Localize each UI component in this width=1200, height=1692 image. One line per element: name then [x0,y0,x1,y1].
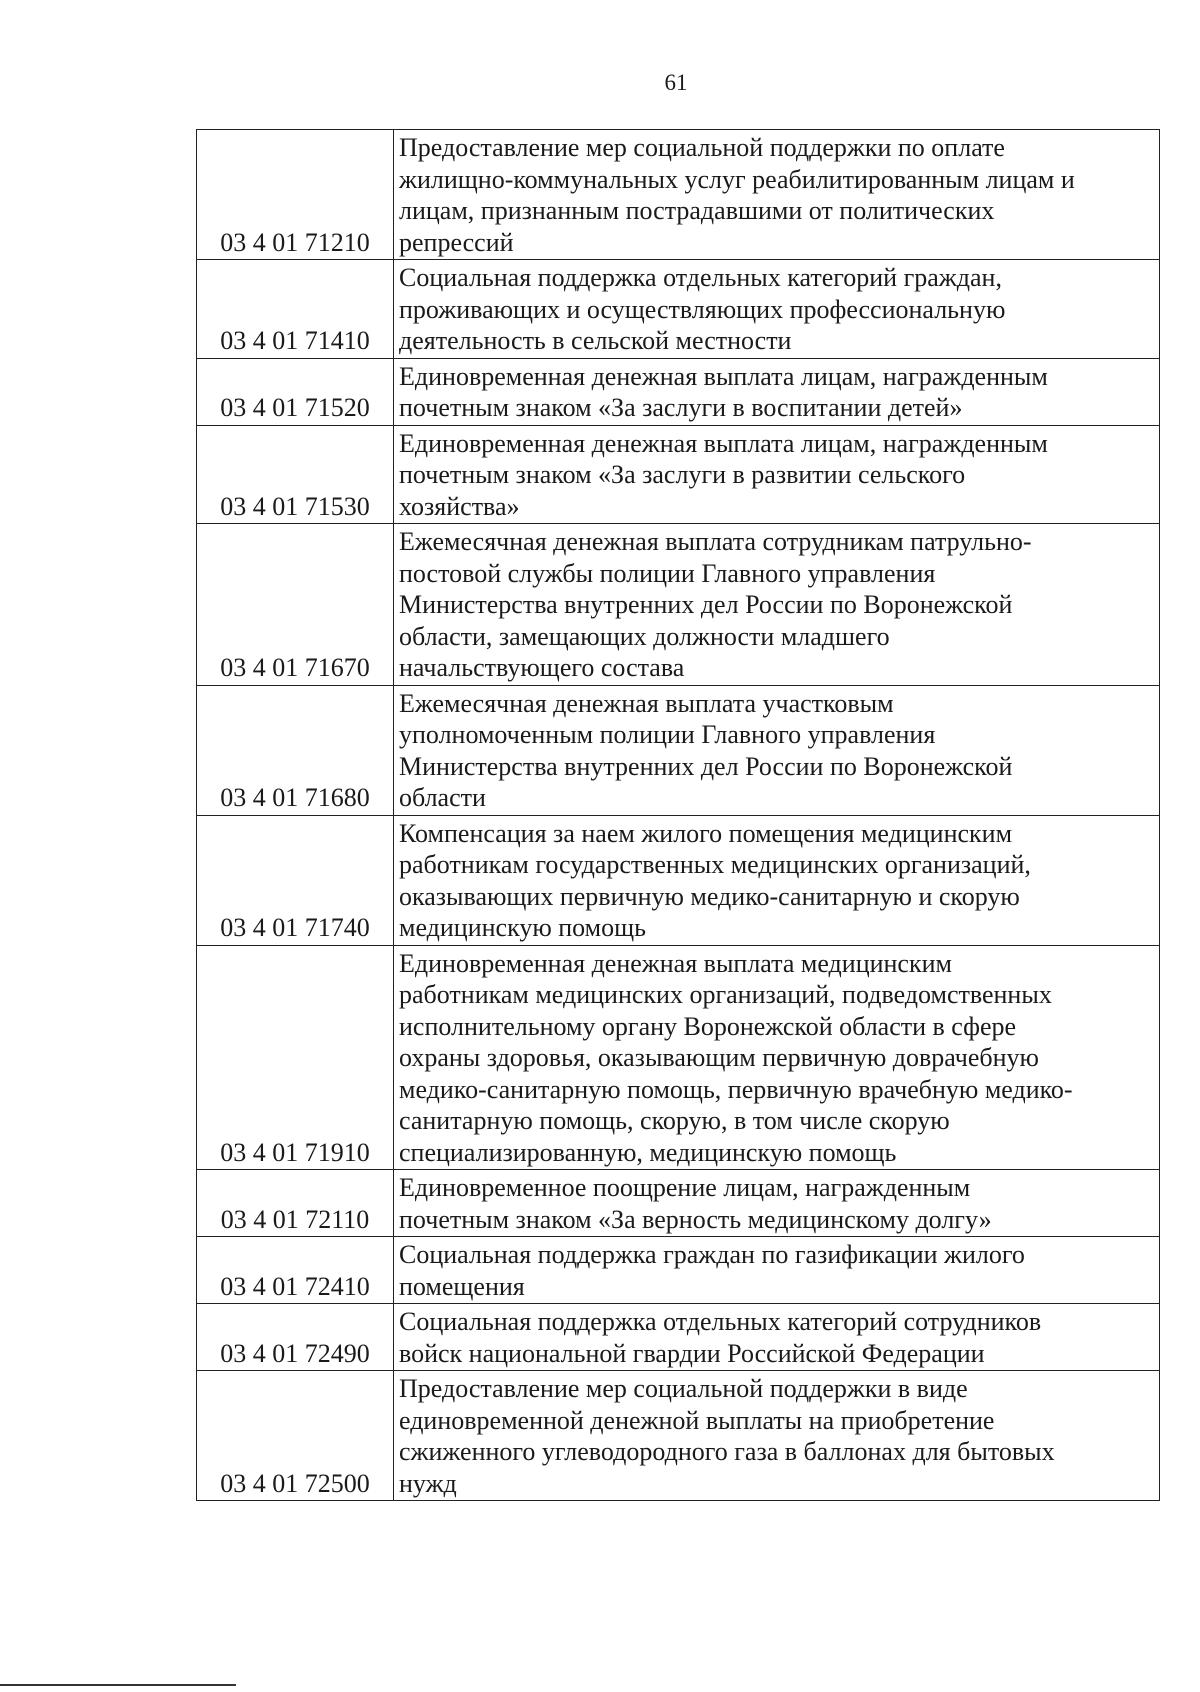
budget-classification-table [196,129,1160,1501]
table-row [197,685,1160,815]
classification-code: 03 4 01 71670 [197,524,394,686]
description-line: жилищно-коммунальных услуг реабилитированным лицам и [399,164,1075,194]
expense-description [394,1237,1160,1304]
description-line: области [399,783,486,812]
classification-code: 03 4 01 71530 [197,425,394,524]
description-line: оказывающих первичную медико-санитарную и скорую [399,881,1020,911]
description-line: почетным знаком «За заслуги в воспитании детей» [399,393,963,422]
table-row [197,1237,1160,1304]
description-line: специализированную, медицинскую помощь [399,1137,897,1167]
table-row [197,1371,1160,1501]
description-line: деятельность в сельской местности [399,326,792,355]
description-line: уполномоченным полиции Главного управления [399,720,936,749]
description-line: исполнительному органу Воронежской области в сфере [399,1011,1017,1041]
description-line: работникам медицинских организаций, подведомственных [399,980,1052,1009]
description-line: Ежемесячная денежная выплата сотрудникам патрульно- [399,527,1032,556]
description-line: медико-санитарную помощь, первичную врачебную медико- [399,1074,1073,1104]
description-line: репрессий [399,227,514,257]
description-line: сжиженного углеводородного газа в баллонах для бытовых [399,1437,1055,1466]
classification-code: 03 4 01 71410 [197,260,394,359]
description-line: начальствующего состава [399,653,685,682]
description-line: Предоставление мер социальной поддержки в виде [399,1374,968,1403]
description-line: Единовременная денежная выплата медицинским [399,948,952,978]
expense-description [394,685,1160,815]
expense-description [394,815,1160,945]
footnote-separator-line [0,1684,236,1686]
expense-description [394,1304,1160,1371]
description-line: проживающих и осуществляющих профессиональную [399,294,1006,324]
description-line: охраны здоровья, оказывающим первичную доврачебную [399,1043,1039,1072]
description-line: помещения [399,1271,525,1301]
description-line: хозяйства» [399,491,520,521]
description-line: работникам государственных медицинских организаций, [399,850,1031,879]
table-row [197,425,1160,524]
classification-code: 03 4 01 71740 [197,815,394,945]
expense-description [394,130,1160,260]
description-line: Ежемесячная денежная выплата участковым [399,688,894,718]
description-line: войск национальной гвардии Российской Федерации [399,1338,985,1368]
classification-code: 03 4 01 71680 [197,685,394,815]
table-row [197,1170,1160,1237]
description-line: Министерства внутренних дел России по Воронежской [399,590,1013,619]
description-line: области, замещающих должности младшего [399,621,890,651]
description-line: медицинскую помощь [399,913,647,942]
description-line: почетным знаком «За верность медицинскому долгу» [399,1204,992,1234]
description-line: Социальная поддержка отдельных категорий сотрудников [399,1307,1042,1336]
description-line: Социальная поддержка граждан по газификации жилого [399,1240,1025,1269]
classification-code: 03 4 01 72110 [197,1170,394,1237]
expense-description [394,945,1160,1170]
classification-code: 03 4 01 71210 [197,130,394,260]
description-line: Единовременная денежная выплата лицам, награжденным [399,428,1048,458]
classification-code: 03 4 01 72410 [197,1237,394,1304]
expense-description [394,524,1160,686]
description-line: единовременной денежной выплаты на приобретение [399,1405,995,1435]
table-row [197,815,1160,945]
table-row [197,260,1160,359]
description-line: Министерства внутренних дел России по Воронежской [399,751,1013,781]
classification-code: 03 4 01 72500 [197,1371,394,1501]
classification-code: 03 4 01 72490 [197,1304,394,1371]
description-line: Единовременная денежная выплата лицам, награжденным [399,361,1048,391]
table-row [197,358,1160,425]
expense-description [394,1371,1160,1501]
page-number: 61 [664,70,688,95]
classification-code: 03 4 01 71910 [197,945,394,1170]
table-row [197,1304,1160,1371]
description-line: почетным знаком «За заслуги в развитии сельского [399,460,966,489]
description-line: лицам, признанным пострадавшими от политических [399,196,995,225]
description-line: Социальная поддержка отдельных категорий граждан, [399,263,1002,292]
expense-description [394,260,1160,359]
table-body [197,130,1160,1501]
description-line: нужд [399,1468,457,1498]
description-line: Компенсация за наем жилого помещения медицинским [399,818,1013,848]
description-line: постовой службы полиции Главного управления [399,558,936,588]
table-row [197,945,1160,1170]
expense-description [394,425,1160,524]
table-row [197,130,1160,260]
description-line: санитарную помощь, скорую, в том числе скорую [399,1106,950,1135]
description-line: Предоставление мер социальной поддержки по оплате [399,133,1005,162]
expense-description [394,358,1160,425]
classification-code: 03 4 01 71520 [197,358,394,425]
description-line: Единовременное поощрение лицам, награжденным [399,1173,971,1202]
expense-description [394,1170,1160,1237]
table-row [197,524,1160,686]
